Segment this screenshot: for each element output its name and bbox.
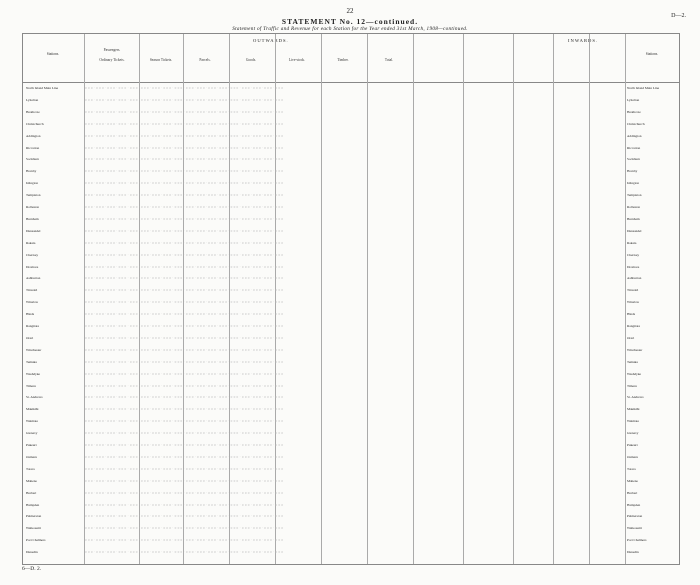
row-figures: 0 0 0 · 0 0 0 · 0 0 0 · 0 0 0 · 0 0 0 · 0 0 0 · 0 0 0 · 0 0 0 · 0 0 0 · 0 0 0 · 0 0 0 · 0 0 0 · 0 0 0 · 0 0 0 · 0 0 0 · 0 0 0 · 0 0 0 · 0 0 0 (85, 550, 284, 555)
station-name-right: Washdyke (627, 371, 642, 376)
station-name-left: Waimate (26, 419, 38, 424)
table-row (23, 443, 679, 448)
row-figures: 0 0 0 · 0 0 0 · 0 0 0 · 0 0 0 · 0 0 0 · 0 0 0 · 0 0 0 · 0 0 0 · 0 0 0 · 0 0 0 · 0 0 0 · 0 0 0 · 0 0 0 · 0 0 0 · 0 0 0 · 0 0 0 · 0 0 0 · 0 0 0 (85, 240, 284, 245)
table-row (23, 241, 679, 246)
table-row (23, 491, 679, 496)
table-row (23, 110, 679, 115)
station-name-right: Maheno (627, 478, 639, 483)
station-name-left: Dunsandel (26, 228, 41, 233)
station-name-right: Dunsandel (627, 228, 642, 233)
row-figures: 0 0 0 · 0 0 0 · 0 0 0 · 0 0 0 · 0 0 0 · 0 0 0 · 0 0 0 · 0 0 0 · 0 0 0 · 0 0 0 · 0 0 0 · 0 0 0 · 0 0 0 · 0 0 0 · 0 0 0 · 0 0 0 · 0 0 0 · 0 0 0 (85, 347, 284, 352)
station-name-right: Waimate (627, 419, 639, 424)
station-name-left: Totara (26, 466, 35, 471)
station-name-left: Burnham (26, 216, 39, 221)
row-figures: 0 0 0 · 0 0 0 · 0 0 0 · 0 0 0 · 0 0 0 · 0 0 0 · 0 0 0 · 0 0 0 · 0 0 0 · 0 0 0 · 0 0 0 · 0 0 0 · 0 0 0 · 0 0 0 · 0 0 0 · 0 0 0 · 0 0 0 · 0 0 0 (85, 252, 284, 257)
station-name-left: Rakaia (26, 240, 36, 245)
station-name-left: Tinwald (26, 288, 38, 293)
station-name-left: Winchester (26, 347, 42, 352)
table-row (23, 503, 679, 508)
station-name-right: North Island Main Line (627, 86, 660, 90)
table-row (23, 372, 679, 377)
station-name-left: Lyttelton (26, 97, 39, 102)
header-total: Total. (384, 58, 394, 62)
table-row (23, 122, 679, 127)
table-row (23, 134, 679, 139)
table-row (23, 324, 679, 329)
station-name-right: Oamaru (627, 454, 638, 459)
row-figures: 0 0 0 · 0 0 0 · 0 0 0 · 0 0 0 · 0 0 0 · 0 0 0 · 0 0 0 · 0 0 0 · 0 0 0 · 0 0 0 · 0 0 0 · 0 0 0 · 0 0 0 · 0 0 0 · 0 0 0 · 0 0 0 · 0 0 0 · 0 0 0 (85, 109, 284, 114)
row-figures: 0 0 0 · 0 0 0 · 0 0 0 · 0 0 0 · 0 0 0 · 0 0 0 · 0 0 0 · 0 0 0 · 0 0 0 · 0 0 0 · 0 0 0 · 0 0 0 · 0 0 0 · 0 0 0 · 0 0 0 · 0 0 0 · 0 0 0 · 0 0 0 (85, 97, 284, 102)
station-name-right: Palmerston (627, 514, 643, 519)
station-name-right: Glenavy (627, 431, 639, 436)
station-name-left: Hampden (26, 502, 40, 507)
row-figures: 0 0 0 · 0 0 0 · 0 0 0 · 0 0 0 · 0 0 0 · 0 0 0 · 0 0 0 · 0 0 0 · 0 0 0 · 0 0 0 · 0 0 0 · 0 0 0 · 0 0 0 · 0 0 0 · 0 0 0 · 0 0 0 · 0 0 0 · 0 0 0 (85, 276, 284, 281)
station-name-left: Orari (26, 335, 34, 340)
station-name-left: Heathcote (26, 109, 40, 114)
station-name-left: Pukeuri (26, 443, 37, 447)
row-figures: 0 0 0 · 0 0 0 · 0 0 0 · 0 0 0 · 0 0 0 · 0 0 0 · 0 0 0 · 0 0 0 · 0 0 0 · 0 0 0 · 0 0 0 · 0 0 0 · 0 0 0 · 0 0 0 · 0 0 0 · 0 0 0 · 0 0 0 · 0 0 0 (85, 407, 284, 412)
station-name-right: Rakaia (627, 240, 637, 245)
table-row (23, 157, 679, 162)
station-name-right: Rangitata (627, 324, 640, 328)
station-name-right: Chertsey (627, 252, 640, 257)
row-figures: 0 0 0 · 0 0 0 · 0 0 0 · 0 0 0 · 0 0 0 · 0 0 0 · 0 0 0 · 0 0 0 · 0 0 0 · 0 0 0 · 0 0 0 · 0 0 0 · 0 0 0 · 0 0 0 · 0 0 0 · 0 0 0 · 0 0 0 · 0 0 0 (85, 538, 284, 543)
statistics-table (22, 33, 680, 565)
row-figures: 0 0 0 · 0 0 0 · 0 0 0 · 0 0 0 · 0 0 0 · 0 0 0 · 0 0 0 · 0 0 0 · 0 0 0 · 0 0 0 · 0 0 0 · 0 0 0 · 0 0 0 · 0 0 0 · 0 0 0 · 0 0 0 · 0 0 0 · 0 0 0 (85, 359, 284, 364)
station-name-right: Dunedin (627, 550, 639, 555)
row-figures: 0 0 0 · 0 0 0 · 0 0 0 · 0 0 0 · 0 0 0 · 0 0 0 · 0 0 0 · 0 0 0 · 0 0 0 · 0 0 0 · 0 0 0 · 0 0 0 · 0 0 0 · 0 0 0 · 0 0 0 · 0 0 0 · 0 0 0 · 0 0 0 (85, 145, 284, 150)
row-figures: 0 0 0 · 0 0 0 · 0 0 0 · 0 0 0 · 0 0 0 · 0 0 0 · 0 0 0 · 0 0 0 · 0 0 0 · 0 0 0 · 0 0 0 · 0 0 0 · 0 0 0 · 0 0 0 · 0 0 0 · 0 0 0 · 0 0 0 · 0 0 0 (85, 169, 284, 174)
station-name-right: Makikihi (627, 407, 640, 412)
table-header (23, 34, 679, 83)
row-figures: 0 0 0 · 0 0 0 · 0 0 0 · 0 0 0 · 0 0 0 · 0 0 0 · 0 0 0 · 0 0 0 · 0 0 0 · 0 0 0 · 0 0 0 · 0 0 0 · 0 0 0 · 0 0 0 · 0 0 0 · 0 0 0 · 0 0 0 · 0 0 0 (85, 157, 284, 162)
row-figures: 0 0 0 · 0 0 0 · 0 0 0 · 0 0 0 · 0 0 0 · 0 0 0 · 0 0 0 · 0 0 0 · 0 0 0 · 0 0 0 · 0 0 0 · 0 0 0 · 0 0 0 · 0 0 0 · 0 0 0 · 0 0 0 · 0 0 0 · 0 0 0 (85, 502, 284, 507)
table-row (23, 217, 679, 222)
station-name-left: Sockburn (26, 157, 39, 162)
station-name-left: Oamaru (26, 454, 37, 459)
row-figures: 0 0 0 · 0 0 0 · 0 0 0 · 0 0 0 · 0 0 0 · 0 0 0 · 0 0 0 · 0 0 0 · 0 0 0 · 0 0 0 · 0 0 0 · 0 0 0 · 0 0 0 · 0 0 0 · 0 0 0 · 0 0 0 · 0 0 0 · 0 0 0 (85, 419, 284, 424)
header-timber: Timber. (337, 58, 349, 62)
row-figures: 0 0 0 · 0 0 0 · 0 0 0 · 0 0 0 · 0 0 0 · 0 0 0 · 0 0 0 · 0 0 0 · 0 0 0 · 0 0 0 · 0 0 0 · 0 0 0 · 0 0 0 · 0 0 0 · 0 0 0 · 0 0 0 · 0 0 0 · 0 0 0 (85, 443, 284, 447)
table-row (23, 276, 679, 281)
table-row (23, 431, 679, 436)
station-name-right: Herbert (627, 490, 638, 495)
station-name-left: Washdyke (26, 371, 41, 376)
station-name-right: Dromore (627, 264, 640, 269)
table-row (23, 229, 679, 234)
table-row (23, 181, 679, 186)
row-figures: 0 0 0 · 0 0 0 · 0 0 0 · 0 0 0 · 0 0 0 · 0 0 0 · 0 0 0 · 0 0 0 · 0 0 0 · 0 0 0 · 0 0 0 · 0 0 0 · 0 0 0 · 0 0 0 · 0 0 0 · 0 0 0 · 0 0 0 · 0 0 0 (85, 205, 284, 209)
row-figures: 0 0 0 · 0 0 0 · 0 0 0 · 0 0 0 · 0 0 0 · 0 0 0 · 0 0 0 · 0 0 0 · 0 0 0 · 0 0 0 · 0 0 0 · 0 0 0 · 0 0 0 · 0 0 0 · 0 0 0 · 0 0 0 · 0 0 0 · 0 0 0 (85, 121, 284, 126)
table-row (23, 146, 679, 151)
row-figures: 0 0 0 · 0 0 0 · 0 0 0 · 0 0 0 · 0 0 0 · 0 0 0 · 0 0 0 · 0 0 0 · 0 0 0 · 0 0 0 · 0 0 0 · 0 0 0 · 0 0 0 · 0 0 0 · 0 0 0 · 0 0 0 · 0 0 0 · 0 0 0 (85, 383, 284, 388)
station-name-right: Hornby (627, 169, 638, 174)
station-name-right: Rolleston (627, 205, 640, 209)
station-name-left: Hinds (26, 312, 35, 317)
table-row (23, 419, 679, 424)
row-figures: 0 0 0 · 0 0 0 · 0 0 0 · 0 0 0 · 0 0 0 · 0 0 0 · 0 0 0 · 0 0 0 · 0 0 0 · 0 0 0 · 0 0 0 · 0 0 0 · 0 0 0 · 0 0 0 · 0 0 0 · 0 0 0 · 0 0 0 · 0 0 0 (85, 514, 284, 519)
row-figures: 0 0 0 · 0 0 0 · 0 0 0 · 0 0 0 · 0 0 0 · 0 0 0 · 0 0 0 · 0 0 0 · 0 0 0 · 0 0 0 · 0 0 0 · 0 0 0 · 0 0 0 · 0 0 0 · 0 0 0 · 0 0 0 · 0 0 0 · 0 0 0 (85, 324, 284, 328)
station-name-right: Hampden (627, 502, 641, 507)
table-row (23, 538, 679, 543)
station-name-left: Herbert (26, 490, 37, 495)
station-name-right: Temuka (627, 359, 638, 364)
header-stations-left: Stations. (46, 52, 60, 56)
station-name-right: Winslow (627, 300, 640, 305)
table-row (23, 455, 679, 460)
station-name-right: Timaru (627, 383, 637, 388)
station-name-right: Hinds (627, 312, 636, 317)
row-figures: 0 0 0 · 0 0 0 · 0 0 0 · 0 0 0 · 0 0 0 · 0 0 0 · 0 0 0 · 0 0 0 · 0 0 0 · 0 0 0 · 0 0 0 · 0 0 0 · 0 0 0 · 0 0 0 · 0 0 0 · 0 0 0 · 0 0 0 · 0 0 0 (85, 431, 284, 436)
statement-subtitle: Statement of Traffic and Revenue for each Station for the Year ended 31st March, 1908—continued. (232, 26, 468, 32)
header-goods: Goods. (245, 58, 257, 62)
station-name-right: Templeton (627, 193, 642, 198)
station-name-right: St. Andrews (627, 395, 644, 400)
station-name-left: Rolleston (26, 205, 39, 209)
station-name-right: Ashburton (627, 276, 642, 281)
station-name-left: Chertsey (26, 252, 39, 257)
station-name-right: Pukeuri (627, 443, 638, 447)
table-row (23, 253, 679, 258)
station-name-right: Riccarton (627, 145, 641, 150)
row-figures: 0 0 0 · 0 0 0 · 0 0 0 · 0 0 0 · 0 0 0 · 0 0 0 · 0 0 0 · 0 0 0 · 0 0 0 · 0 0 0 · 0 0 0 · 0 0 0 · 0 0 0 · 0 0 0 · 0 0 0 · 0 0 0 · 0 0 0 · 0 0 0 (85, 478, 284, 483)
station-name-left: Christchurch (26, 121, 44, 126)
station-name-left: North Island Main Line (26, 86, 59, 90)
station-name-right: Heathcote (627, 109, 641, 114)
header-ordinary-tickets: Ordinary Tickets. (99, 58, 125, 62)
station-name-left: Port Chalmers (26, 538, 46, 543)
station-name-left: Ashburton (26, 276, 41, 281)
row-figures: 0 0 0 · 0 0 0 · 0 0 0 · 0 0 0 · 0 0 0 · 0 0 0 · 0 0 0 · 0 0 0 · 0 0 0 · 0 0 0 · 0 0 0 · 0 0 0 · 0 0 0 · 0 0 0 · 0 0 0 · 0 0 0 · 0 0 0 · 0 0 0 (85, 312, 284, 317)
row-figures: 0 0 0 · 0 0 0 · 0 0 0 · 0 0 0 · 0 0 0 · 0 0 0 · 0 0 0 · 0 0 0 · 0 0 0 · 0 0 0 · 0 0 0 · 0 0 0 · 0 0 0 · 0 0 0 · 0 0 0 · 0 0 0 · 0 0 0 · 0 0 0 (85, 86, 284, 90)
table-row (23, 514, 679, 519)
row-figures: 0 0 0 · 0 0 0 · 0 0 0 · 0 0 0 · 0 0 0 · 0 0 0 · 0 0 0 · 0 0 0 · 0 0 0 · 0 0 0 · 0 0 0 · 0 0 0 · 0 0 0 · 0 0 0 · 0 0 0 · 0 0 0 · 0 0 0 · 0 0 0 (85, 216, 284, 221)
station-name-left: Dunedin (26, 550, 38, 555)
station-name-left: Timaru (26, 383, 36, 388)
station-name-right: Waikouaiti (627, 526, 642, 531)
station-name-right: Christchurch (627, 121, 645, 126)
row-figures: 0 0 0 · 0 0 0 · 0 0 0 · 0 0 0 · 0 0 0 · 0 0 0 · 0 0 0 · 0 0 0 · 0 0 0 · 0 0 0 · 0 0 0 · 0 0 0 · 0 0 0 · 0 0 0 · 0 0 0 · 0 0 0 · 0 0 0 · 0 0 0 (85, 466, 284, 471)
station-name-left: Rangitata (26, 324, 39, 328)
table-row (23, 395, 679, 400)
table-row (23, 336, 679, 341)
header-parcels: Parcels. (199, 58, 211, 62)
station-name-left: Waikouaiti (26, 526, 41, 531)
station-name-right: Totara (627, 466, 636, 471)
row-figures: 0 0 0 · 0 0 0 · 0 0 0 · 0 0 0 · 0 0 0 · 0 0 0 · 0 0 0 · 0 0 0 · 0 0 0 · 0 0 0 · 0 0 0 · 0 0 0 · 0 0 0 · 0 0 0 · 0 0 0 · 0 0 0 · 0 0 0 · 0 0 0 (85, 395, 284, 400)
row-figures: 0 0 0 · 0 0 0 · 0 0 0 · 0 0 0 · 0 0 0 · 0 0 0 · 0 0 0 · 0 0 0 · 0 0 0 · 0 0 0 · 0 0 0 · 0 0 0 · 0 0 0 · 0 0 0 · 0 0 0 · 0 0 0 · 0 0 0 · 0 0 0 (85, 454, 284, 459)
header-inwards: INWARDS. (568, 38, 599, 43)
station-name-left: Riccarton (26, 145, 40, 150)
table-row (23, 384, 679, 389)
station-name-right: Islington (627, 181, 640, 186)
station-name-left: Glenavy (26, 431, 38, 436)
station-name-left: Makikihi (26, 407, 39, 412)
page-number: 22 (346, 7, 354, 15)
header-season-tickets: Season Tickets. (149, 58, 173, 62)
row-figures: 0 0 0 · 0 0 0 · 0 0 0 · 0 0 0 · 0 0 0 · 0 0 0 · 0 0 0 · 0 0 0 · 0 0 0 · 0 0 0 · 0 0 0 · 0 0 0 · 0 0 0 · 0 0 0 · 0 0 0 · 0 0 0 · 0 0 0 · 0 0 0 (85, 526, 284, 531)
station-name-right: Sockburn (627, 157, 640, 162)
statement-title: STATEMENT No. 12—continued. (281, 17, 419, 26)
table-row (23, 348, 679, 353)
table-row (23, 360, 679, 365)
row-figures: 0 0 0 · 0 0 0 · 0 0 0 · 0 0 0 · 0 0 0 · 0 0 0 · 0 0 0 · 0 0 0 · 0 0 0 · 0 0 0 · 0 0 0 · 0 0 0 · 0 0 0 · 0 0 0 · 0 0 0 · 0 0 0 · 0 0 0 · 0 0 0 (85, 228, 284, 233)
row-figures: 0 0 0 · 0 0 0 · 0 0 0 · 0 0 0 · 0 0 0 · 0 0 0 · 0 0 0 · 0 0 0 · 0 0 0 · 0 0 0 · 0 0 0 · 0 0 0 · 0 0 0 · 0 0 0 · 0 0 0 · 0 0 0 · 0 0 0 · 0 0 0 (85, 371, 284, 376)
table-row (23, 288, 679, 293)
table-row (23, 86, 679, 91)
table-row (23, 205, 679, 210)
station-name-right: Burnham (627, 216, 640, 221)
header-passengers: Passengers. (103, 48, 121, 52)
station-name-right: Lyttelton (627, 97, 640, 102)
table-row (23, 169, 679, 174)
row-figures: 0 0 0 · 0 0 0 · 0 0 0 · 0 0 0 · 0 0 0 · 0 0 0 · 0 0 0 · 0 0 0 · 0 0 0 · 0 0 0 · 0 0 0 · 0 0 0 · 0 0 0 · 0 0 0 · 0 0 0 · 0 0 0 · 0 0 0 · 0 0 0 (85, 300, 284, 305)
margin-code: D—2. (671, 13, 686, 19)
header-livestock: Live-stock. (288, 58, 306, 62)
station-name-left: Templeton (26, 193, 41, 198)
table-row (23, 407, 679, 412)
row-figures: 0 0 0 · 0 0 0 · 0 0 0 · 0 0 0 · 0 0 0 · 0 0 0 · 0 0 0 · 0 0 0 · 0 0 0 · 0 0 0 · 0 0 0 · 0 0 0 · 0 0 0 · 0 0 0 · 0 0 0 · 0 0 0 · 0 0 0 · 0 0 0 (85, 264, 284, 269)
row-figures: 0 0 0 · 0 0 0 · 0 0 0 · 0 0 0 · 0 0 0 · 0 0 0 · 0 0 0 · 0 0 0 · 0 0 0 · 0 0 0 · 0 0 0 · 0 0 0 · 0 0 0 · 0 0 0 · 0 0 0 · 0 0 0 · 0 0 0 · 0 0 0 (85, 490, 284, 495)
table-row (23, 467, 679, 472)
table-row (23, 193, 679, 198)
table-row (23, 479, 679, 484)
row-figures: 0 0 0 · 0 0 0 · 0 0 0 · 0 0 0 · 0 0 0 · 0 0 0 · 0 0 0 · 0 0 0 · 0 0 0 · 0 0 0 · 0 0 0 · 0 0 0 · 0 0 0 · 0 0 0 · 0 0 0 · 0 0 0 · 0 0 0 · 0 0 0 (85, 288, 284, 293)
station-name-left: Maheno (26, 478, 38, 483)
table-row (23, 98, 679, 103)
table-row (23, 265, 679, 270)
station-name-right: Port Chalmers (627, 538, 647, 543)
station-name-left: Islington (26, 181, 39, 186)
row-figures: 0 0 0 · 0 0 0 · 0 0 0 · 0 0 0 · 0 0 0 · 0 0 0 · 0 0 0 · 0 0 0 · 0 0 0 · 0 0 0 · 0 0 0 · 0 0 0 · 0 0 0 · 0 0 0 · 0 0 0 · 0 0 0 · 0 0 0 · 0 0 0 (85, 133, 284, 138)
station-name-right: Addington (627, 133, 642, 138)
station-name-left: Palmerston (26, 514, 42, 519)
row-figures: 0 0 0 · 0 0 0 · 0 0 0 · 0 0 0 · 0 0 0 · 0 0 0 · 0 0 0 · 0 0 0 · 0 0 0 · 0 0 0 · 0 0 0 · 0 0 0 · 0 0 0 · 0 0 0 · 0 0 0 · 0 0 0 · 0 0 0 · 0 0 0 (85, 181, 284, 186)
station-name-left: Hornby (26, 169, 37, 174)
table-row (23, 312, 679, 317)
station-name-left: St. Andrews (26, 395, 43, 400)
header-outwards: OUTWARDS. (253, 38, 289, 43)
row-figures: 0 0 0 · 0 0 0 · 0 0 0 · 0 0 0 · 0 0 0 · 0 0 0 · 0 0 0 · 0 0 0 · 0 0 0 · 0 0 0 · 0 0 0 · 0 0 0 · 0 0 0 · 0 0 0 · 0 0 0 · 0 0 0 · 0 0 0 · 0 0 0 (85, 335, 284, 340)
station-name-left: Temuka (26, 359, 37, 364)
station-name-right: Winchester (627, 347, 643, 352)
station-name-left: Winslow (26, 300, 39, 305)
station-name-left: Addington (26, 133, 41, 138)
table-row (23, 550, 679, 555)
station-name-right: Orari (627, 335, 635, 340)
header-stations-right: Stations. (645, 52, 659, 56)
table-row (23, 300, 679, 305)
table-row (23, 526, 679, 531)
station-name-left: Dromore (26, 264, 39, 269)
row-figures: 0 0 0 · 0 0 0 · 0 0 0 · 0 0 0 · 0 0 0 · 0 0 0 · 0 0 0 · 0 0 0 · 0 0 0 · 0 0 0 · 0 0 0 · 0 0 0 · 0 0 0 · 0 0 0 · 0 0 0 · 0 0 0 · 0 0 0 · 0 0 0 (85, 193, 284, 198)
station-name-right: Tinwald (627, 288, 639, 293)
page-footer: 6—D. 2. (22, 566, 42, 572)
